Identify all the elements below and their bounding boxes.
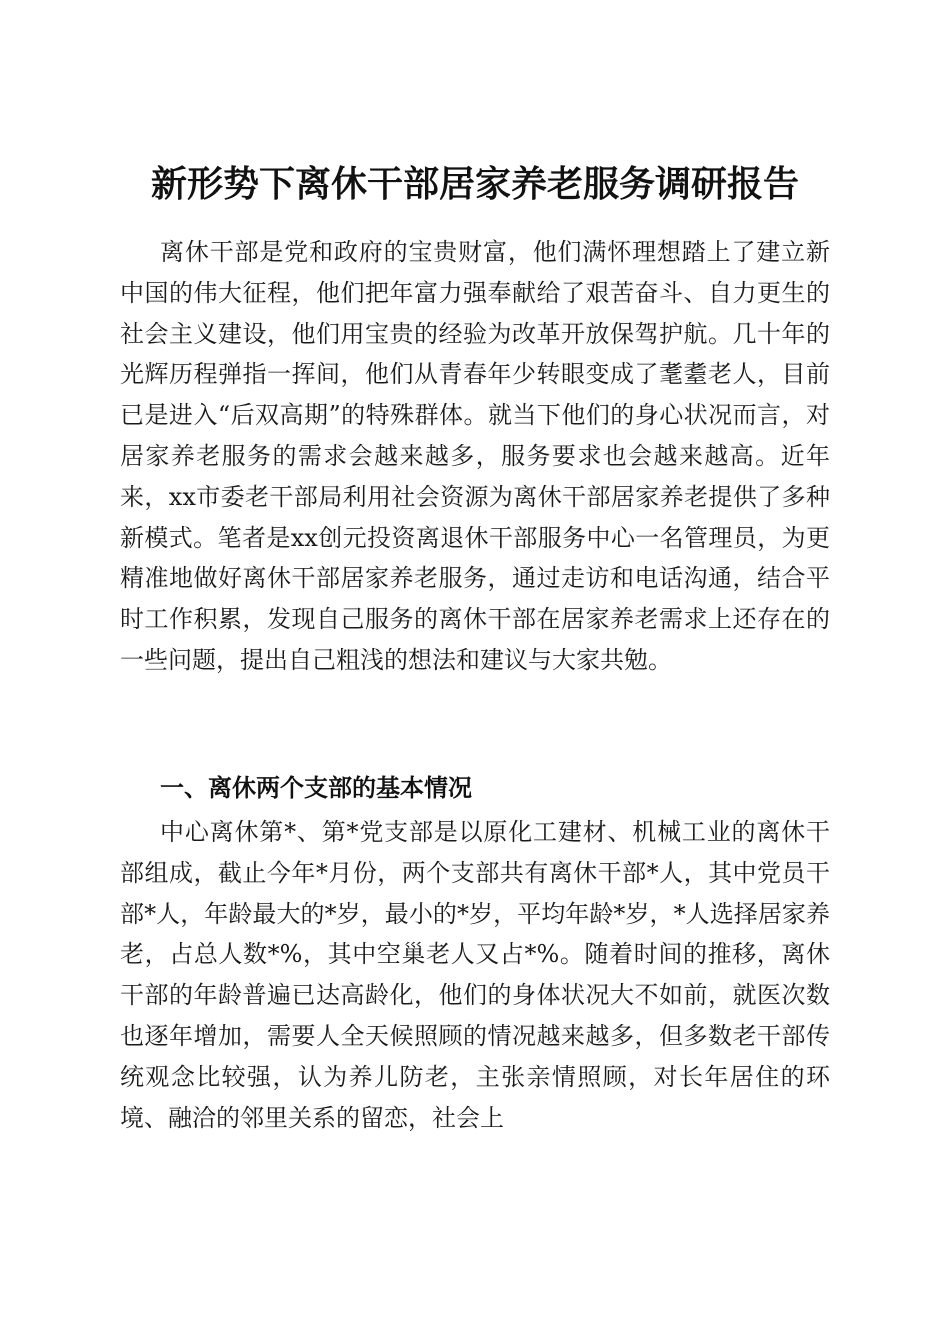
section-paragraph: 中心离休第*、第*党支部是以原化工建材、机械工业的离休干部组成，截止今年*月份，两个支部共有离休干部*人，其中党员干部*人，年龄最大的*岁，最小的*岁，平均年龄*岁，*人选择居家养老，占总人数*%，其中空巢老人又占*%。随着时间的推移，离休干部的年龄普遍已达高龄化，他们的身体状况大不如前，就医次数也逐年增加，需要人全天候照顾的情况越来越多，但多数老干部传统观念比较强，认为养儿防老，主张亲情照顾，对长年居住的环境、融洽的邻里关系的留恋，社会上 (120, 818, 830, 1132)
section-heading: 一、离休两个支部的基本情况 (160, 774, 472, 802)
intro-paragraph: 离休干部是党和政府的宝贵财富，他们满怀理想踏上了建立新中国的伟大征程，他们把年富力强奉献给了艰苦奋斗、自力更生的社会主义建设，他们用宝贵的经验为改革开放保驾护航。几十年的光辉历程弹指一挥间，他们从青春年少转眼变成了耄耋老人，目前已是进入“后双高期”的特殊群体。就当下他们的身心状况而言，对居家养老服务的需求会越来越多，服务要求也会越来越高。近年来，xx市委老干部局利用社会资源为离休干部居家养老提供了多种新模式。笔者是xx创元投资离退休干部服务中心一名管理员，为更精准地做好离休干部居家养老服务，通过走访和电话沟通，结合平时工作积累，发现自己服务的离休干部在居家养老需求上还存在的一些问题，提出自己粗浅的想法和建议与大家共勉。 (120, 238, 830, 674)
document-title: 新形势下离休干部居家养老服务调研报告 (150, 163, 799, 206)
